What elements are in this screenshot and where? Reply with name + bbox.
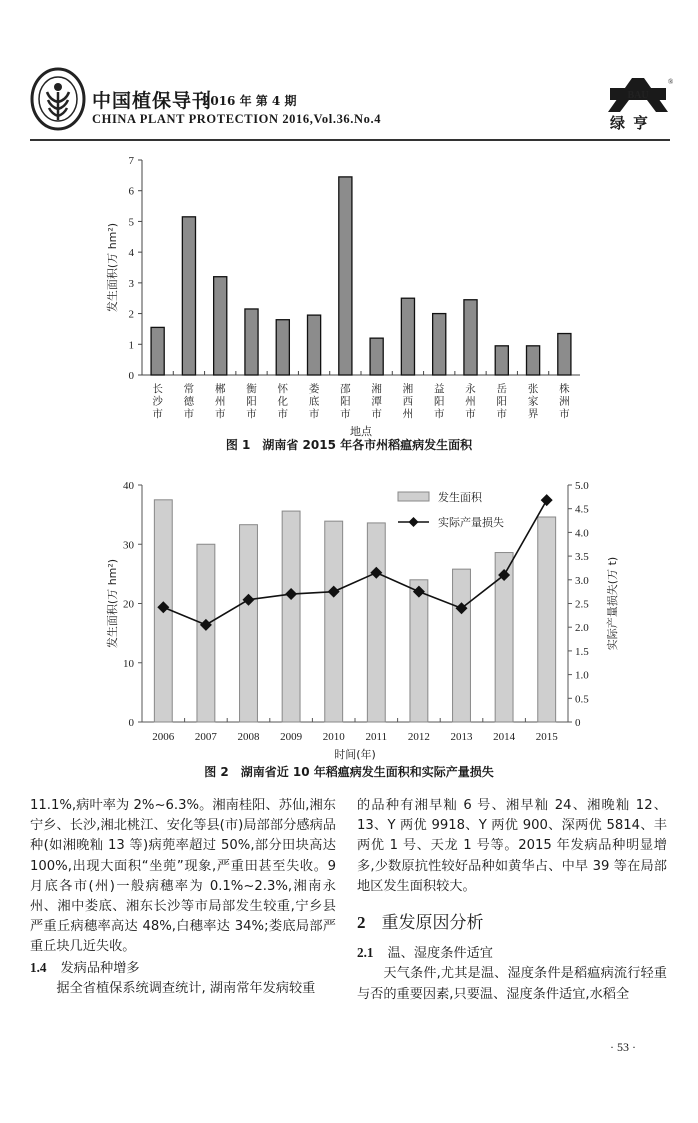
y2-tick-label: 5.0	[575, 480, 589, 492]
y2-tick-label: 1.5	[575, 645, 589, 658]
y2-tick-label: 0.5	[575, 693, 589, 706]
bar	[558, 334, 571, 375]
bar	[214, 277, 227, 375]
publisher-name: 绿亨	[610, 114, 657, 132]
loss-marker	[541, 494, 553, 506]
journal-emblem-icon	[30, 66, 86, 132]
bar	[453, 569, 471, 722]
body-paragraph: 11.1%,病叶率为 2%~6.3%。湘南桂阳、苏仙,湘东宁乡、长沙,湘北桃江、安化等县(市)局部部分感病品种(如湘晚籼 13 等)病蔸率超过 50%,部分田块高达 100%,出现大面积“坐蔸”现象,严重田甚至失收。9 月底各市(州)一般病穗率为 0.1%~2.3%,湘南永州、湘中娄底、湘东长沙等市局部发生较重,宁乡县严重丘病穗率高达 48%,白穗率达 34%;娄底局部严重丘块几近失收。	[30, 798, 336, 955]
y-tick-label: 2	[128, 308, 134, 321]
x-tick-label: 常德市	[183, 383, 195, 420]
y2-tick-label: 4.5	[575, 503, 589, 516]
x-tick-label: 2010	[322, 731, 345, 743]
section-heading-2-1	[357, 943, 667, 964]
x-tick-label: 长沙市	[152, 383, 163, 420]
bar	[495, 346, 508, 375]
publisher-logo-mark: BAU	[627, 90, 649, 101]
x-tick-label: 怀化市	[277, 383, 289, 420]
x-tick-label: 2015	[535, 731, 558, 743]
x-axis-title: 时间(年)	[334, 748, 376, 761]
x-tick-label: 2012	[407, 731, 430, 743]
bar	[339, 177, 352, 375]
y-tick-label: 0	[128, 717, 134, 729]
x-tick-label: 岳阳市	[496, 383, 508, 420]
section-number: 2	[357, 913, 366, 933]
issue-label: 2016 年 第 4 期	[202, 94, 297, 108]
x-tick-label: 郴州市	[214, 383, 226, 420]
section-number: 2.1	[357, 945, 374, 961]
figure-2-chart	[100, 470, 630, 760]
bar	[325, 521, 343, 722]
y2-tick-label: 0	[575, 717, 581, 729]
bar	[151, 327, 164, 375]
section-number: 1.4	[30, 959, 47, 975]
legend-swatch-area	[398, 492, 429, 501]
y-tick-label: 5	[128, 216, 134, 229]
y2-tick-label: 3.0	[575, 574, 589, 587]
figure-1-svg	[100, 150, 600, 438]
x-tick-label: 衡阳市	[246, 383, 257, 420]
x-tick-label: 益阳市	[433, 383, 445, 420]
y-tick-label: 1	[128, 339, 134, 352]
y2-tick-label: 2.5	[575, 598, 589, 611]
y-axis-title: 发生面积(万 hm²)	[106, 222, 119, 313]
bar	[538, 517, 556, 722]
y-tick-label: 10	[123, 657, 134, 670]
journal-name-cn: 中国植保导刊	[92, 90, 213, 112]
y2-tick-label: 4.0	[575, 527, 589, 540]
x-tick-label: 2014	[493, 731, 516, 743]
bar	[282, 511, 300, 722]
bar	[240, 525, 258, 722]
x-tick-label: 张家界	[527, 383, 539, 420]
left-column	[30, 796, 336, 999]
body-paragraph: 天气条件,尤其是温、湿度条件是稻瘟病流行轻重与否的重要因素,只要温、湿度条件适宜,水稻全	[357, 966, 667, 1002]
bar	[401, 298, 414, 375]
x-axis-title: 地点	[350, 425, 372, 438]
y-tick-label: 7	[128, 155, 134, 167]
x-tick-label: 株洲市	[559, 383, 570, 420]
registered-mark: ®	[668, 78, 674, 86]
bar	[276, 320, 289, 375]
bar	[308, 315, 321, 375]
y-tick-label: 40	[123, 480, 134, 492]
bar	[410, 580, 428, 722]
x-tick-label: 2007	[194, 731, 217, 743]
figure-1-chart	[100, 150, 600, 438]
x-tick-label: 2009	[280, 731, 303, 743]
figure-2-caption: 图 2 湖南省近 10 年稻瘟病发生面积和实际产量损失	[204, 765, 494, 779]
y-tick-label: 4	[128, 247, 134, 260]
y2-tick-label: 1.0	[575, 669, 589, 682]
x-tick-label: 湘西州	[402, 383, 414, 420]
y-tick-label: 20	[123, 598, 134, 611]
bar	[367, 523, 385, 722]
header-rule	[30, 139, 670, 141]
page-number: · 53 ·	[610, 1040, 636, 1054]
figure-1-caption: 图 1 湖南省 2015 年各市州稻瘟病发生面积	[225, 438, 473, 452]
bar	[245, 309, 258, 375]
legend-label-area: 发生面积	[438, 491, 482, 504]
x-tick-label: 永州市	[465, 383, 476, 420]
x-tick-label: 2013	[450, 731, 473, 743]
x-tick-label: 邵阳市	[340, 383, 351, 420]
y2-axis-title: 实际产量损失(万 t)	[606, 556, 619, 651]
legend-swatch-marker	[409, 517, 419, 527]
figure-2-svg	[100, 470, 630, 760]
y2-tick-label: 3.5	[575, 551, 589, 564]
section-heading-2	[357, 913, 667, 933]
x-tick-label: 2006	[152, 731, 175, 743]
section-title: 温、湿度条件适宜	[387, 946, 493, 962]
bar	[182, 217, 195, 375]
bar	[197, 544, 215, 722]
legend-label-loss: 实际产量损失	[438, 516, 504, 529]
body-paragraph: 据全省植保系统调查统计, 湖南常年发病较重	[56, 980, 316, 996]
bar	[464, 300, 477, 375]
body-paragraph: 的品种有湘早籼 6 号、湘早籼 24、湘晚籼 12、13、Y 两优 9918、Y 两优 900、深两优 5814、丰两优 1 号、天龙 1 号等。2015 年发病品种明显增多,少数原抗性较好品种如黄华占、中早 39 等在局部地区发生面积较大。	[357, 798, 667, 894]
x-tick-label: 湘潭市	[371, 383, 382, 420]
x-tick-label: 娄底市	[308, 383, 320, 420]
section-title: 重发原因分析	[381, 913, 484, 934]
y-tick-label: 6	[128, 185, 134, 198]
right-column	[357, 796, 667, 1005]
y-tick-label: 30	[123, 539, 134, 552]
section-title: 发病品种增多	[60, 960, 140, 976]
y-tick-label: 3	[128, 277, 134, 290]
y2-tick-label: 2.0	[575, 622, 589, 635]
x-tick-label: 2011	[365, 731, 388, 743]
bar	[433, 314, 446, 375]
journal-name-en: CHINA PLANT PROTECTION 2016,Vol.36.No.4	[92, 112, 382, 126]
bar	[527, 346, 540, 375]
section-heading-1-4	[30, 958, 336, 979]
y-tick-label: 0	[128, 370, 134, 382]
bar	[370, 338, 383, 375]
y-axis-title: 发生面积(万 hm²)	[106, 558, 119, 649]
x-tick-label: 2008	[237, 731, 260, 743]
